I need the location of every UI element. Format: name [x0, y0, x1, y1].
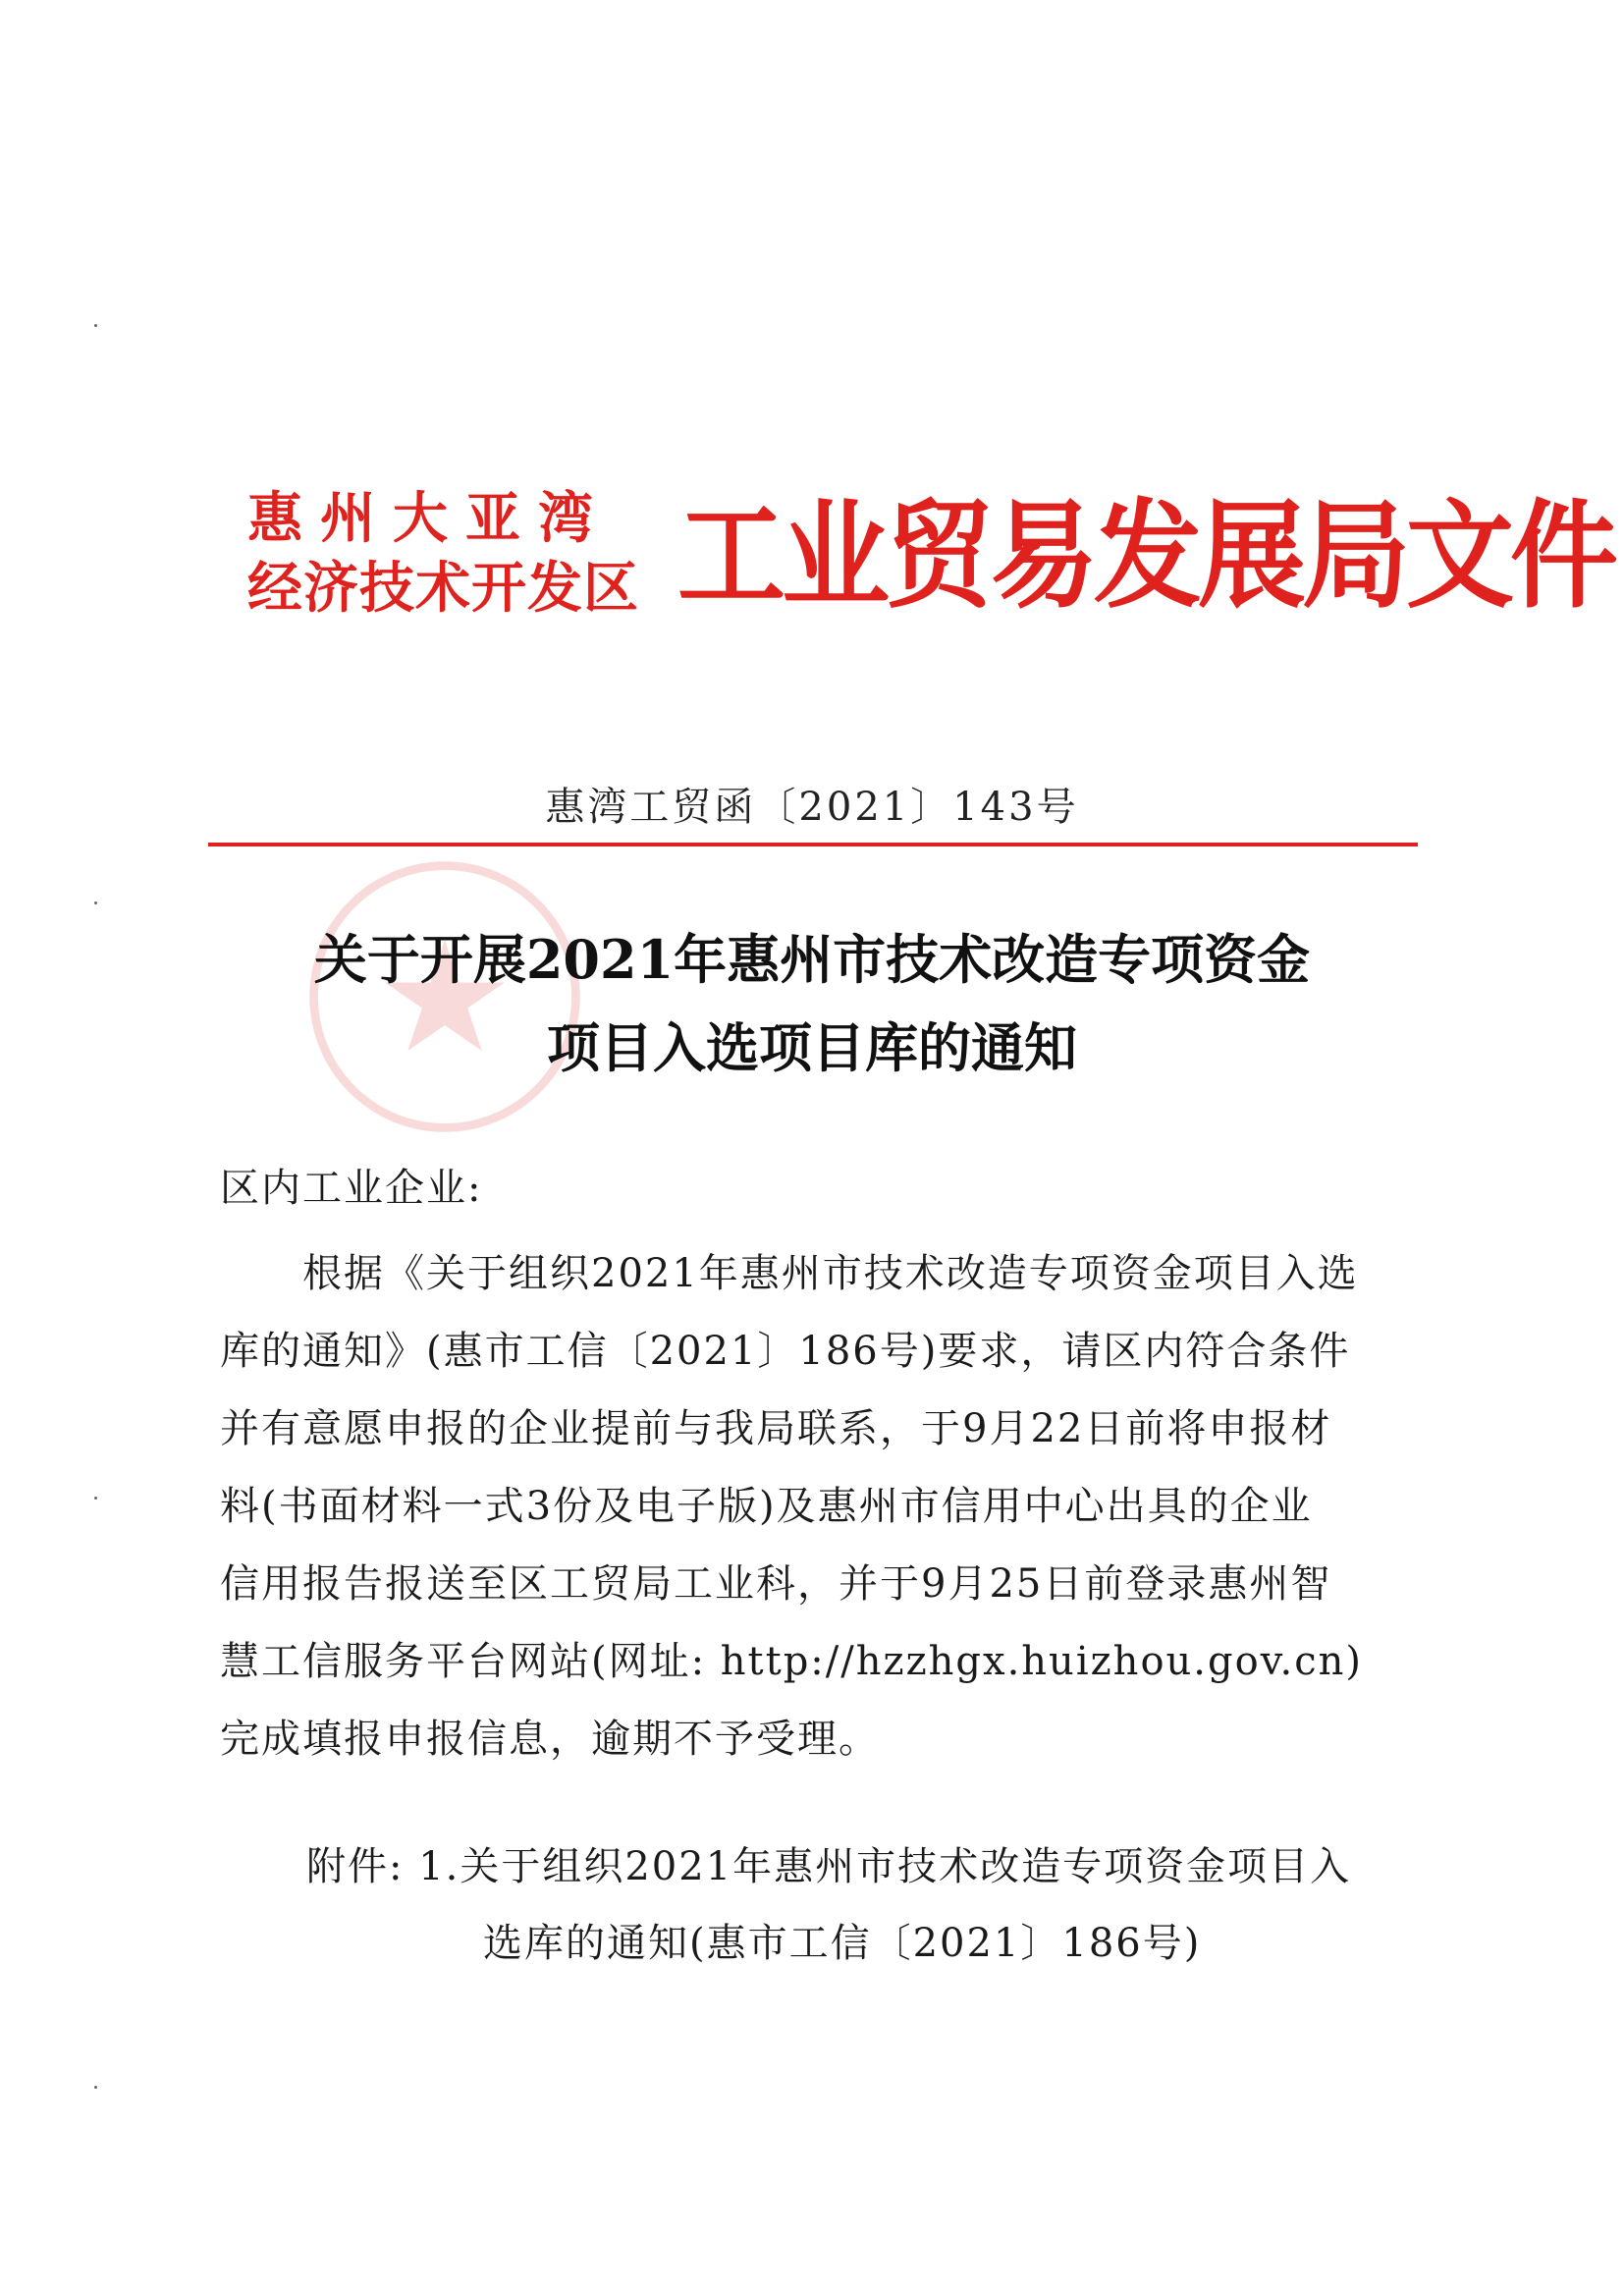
scan-speck — [94, 901, 97, 904]
body-paragraph — [220, 1235, 1428, 1778]
scan-speck — [94, 324, 97, 327]
issuing-organization — [247, 485, 660, 625]
salutation: 区内工业企业: — [220, 1166, 483, 1211]
title-line2: 项目入选项目库的通知 — [547, 1016, 1077, 1079]
document-number: 惠湾工贸函〔2021〕143号 — [545, 785, 1079, 830]
body-line: 完成填报申报信息，逾期不予受理。 — [220, 1717, 880, 1762]
body-line: 慧工信服务平台网站(网址: http://hzzhgx.huizhou.gov.cn) — [220, 1639, 1364, 1684]
org-name-line2: 经济技术开发区 — [247, 557, 639, 621]
title-line1: 关于开展2021年惠州市技术改造专项资金 — [313, 928, 1311, 991]
scan-speck — [94, 2086, 97, 2089]
body-line: 并有意愿申报的企业提前与我局联系，于9月22日前将申报材 — [220, 1406, 1332, 1451]
scan-speck — [94, 1497, 97, 1500]
document-title — [0, 915, 1624, 1092]
org-name-line1: 惠州大亚湾 — [247, 487, 611, 551]
attachment-list — [306, 1828, 1351, 1982]
body-line: 信用报告报送至区工贸局工业科，并于9月25日前登录惠州智 — [220, 1561, 1332, 1607]
body-line: 库的通知》(惠市工信〔2021〕186号)要求，请区内符合条件 — [220, 1329, 1351, 1374]
body-line: 根据《关于组织2021年惠州市技术改造专项资金项目入选 — [302, 1251, 1359, 1296]
attachment-line1: 附件: 1.关于组织2021年惠州市技术改造专项资金项目入 — [306, 1844, 1352, 1889]
letterhead-title: 工业贸易发展局文件 — [677, 488, 1614, 625]
red-divider — [208, 843, 1418, 846]
body-line: 料(书面材料一式3份及电子版)及惠州市信用中心出具的企业 — [220, 1484, 1313, 1529]
attachment-line2: 选库的通知(惠市工信〔2021〕186号) — [483, 1921, 1202, 1966]
